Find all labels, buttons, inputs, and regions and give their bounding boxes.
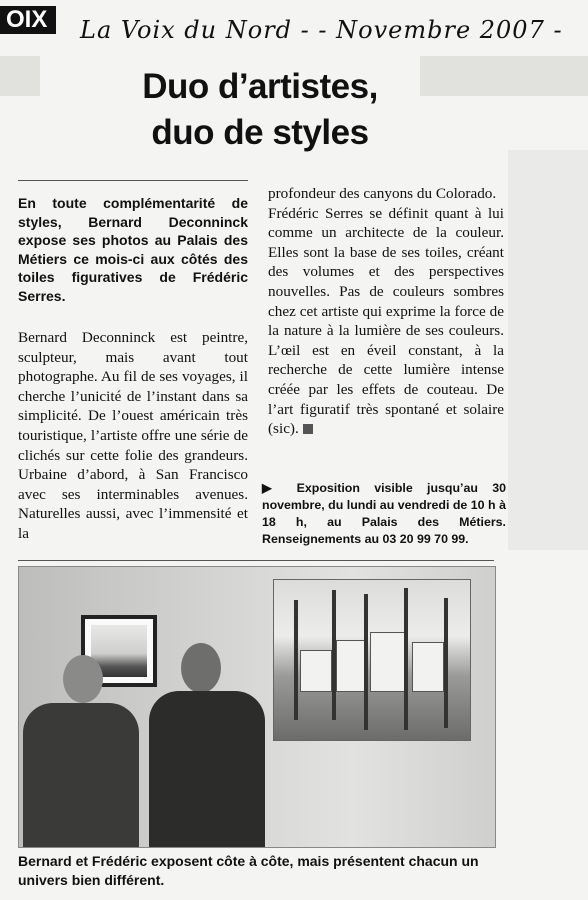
- lead-paragraph: En toute complémentarité de styles, Bernard Deconninck expose ses photos au Palais des Métiers ce mois-ci aux côtés des toiles figuratives de Frédéric Serres.: [18, 195, 248, 304]
- adjacent-article-ghost: [0, 56, 40, 96]
- photo-rule: [18, 560, 494, 561]
- body-column-1: [18, 328, 248, 544]
- adjacent-article-ghost: [420, 56, 588, 96]
- lead-rule: [18, 180, 248, 181]
- photo-caption: Bernard et Frédéric exposent côte à côte, mais présentent chacun un univers bien différent.: [18, 853, 479, 888]
- article-photo: [18, 566, 496, 848]
- section-tag: OIX: [0, 6, 56, 34]
- body-paragraph: [268, 204, 504, 439]
- info-text: Exposition visible jusqu’au 30 novembre, du lundi au vendredi de 10 h à 18 h, au Palais des Métiers. Renseignements au 03 20 99 70 99.: [262, 481, 506, 546]
- headline-line-1: Duo d’artistes,: [142, 67, 378, 106]
- exhibition-info: [262, 480, 506, 548]
- body-paragraph-text: Frédéric Serres se définit quant à lui comme un architecte de la couleur. Elles sont la base de ses toiles, créant des volumes et des perspectives nouvelles. Pas de couleurs sombres chez cet artiste qui exprime la force de la nature à la lumière de ses couleurs. L’œil est en éveil constant, à la recherche de cette lumière intense créée par les effets de couteau. De l’art figuratif très spontané et solaire (sic).: [268, 204, 504, 438]
- headline-line-2: duo de styles: [151, 113, 369, 152]
- headline: [110, 64, 410, 156]
- handwritten-source-note: La Voix du Nord - - Novembre 2007 -: [80, 16, 563, 44]
- body-paragraph: profondeur des canyons du Colorado.: [268, 185, 497, 202]
- adjacent-column-ghost: [508, 150, 588, 550]
- end-of-article-mark: [303, 424, 313, 434]
- body-paragraph: Bernard Deconninck est peintre, sculpteur, mais avant tout photographe. Au fil de ses voyages, il cherche l’unicité de l’instant dans sa simplicité. De l’ouest américain très touristique, l’artiste offre une série de clichés sur cette folie des grandeurs. Urbaine d’abord, à San Francisco avec ses interminables avenues. Naturelles aussi, avec l’immensité et la: [18, 329, 248, 542]
- framed-painting: [273, 579, 471, 741]
- body-column-2: [268, 184, 504, 439]
- info-marker: ▶: [262, 481, 283, 495]
